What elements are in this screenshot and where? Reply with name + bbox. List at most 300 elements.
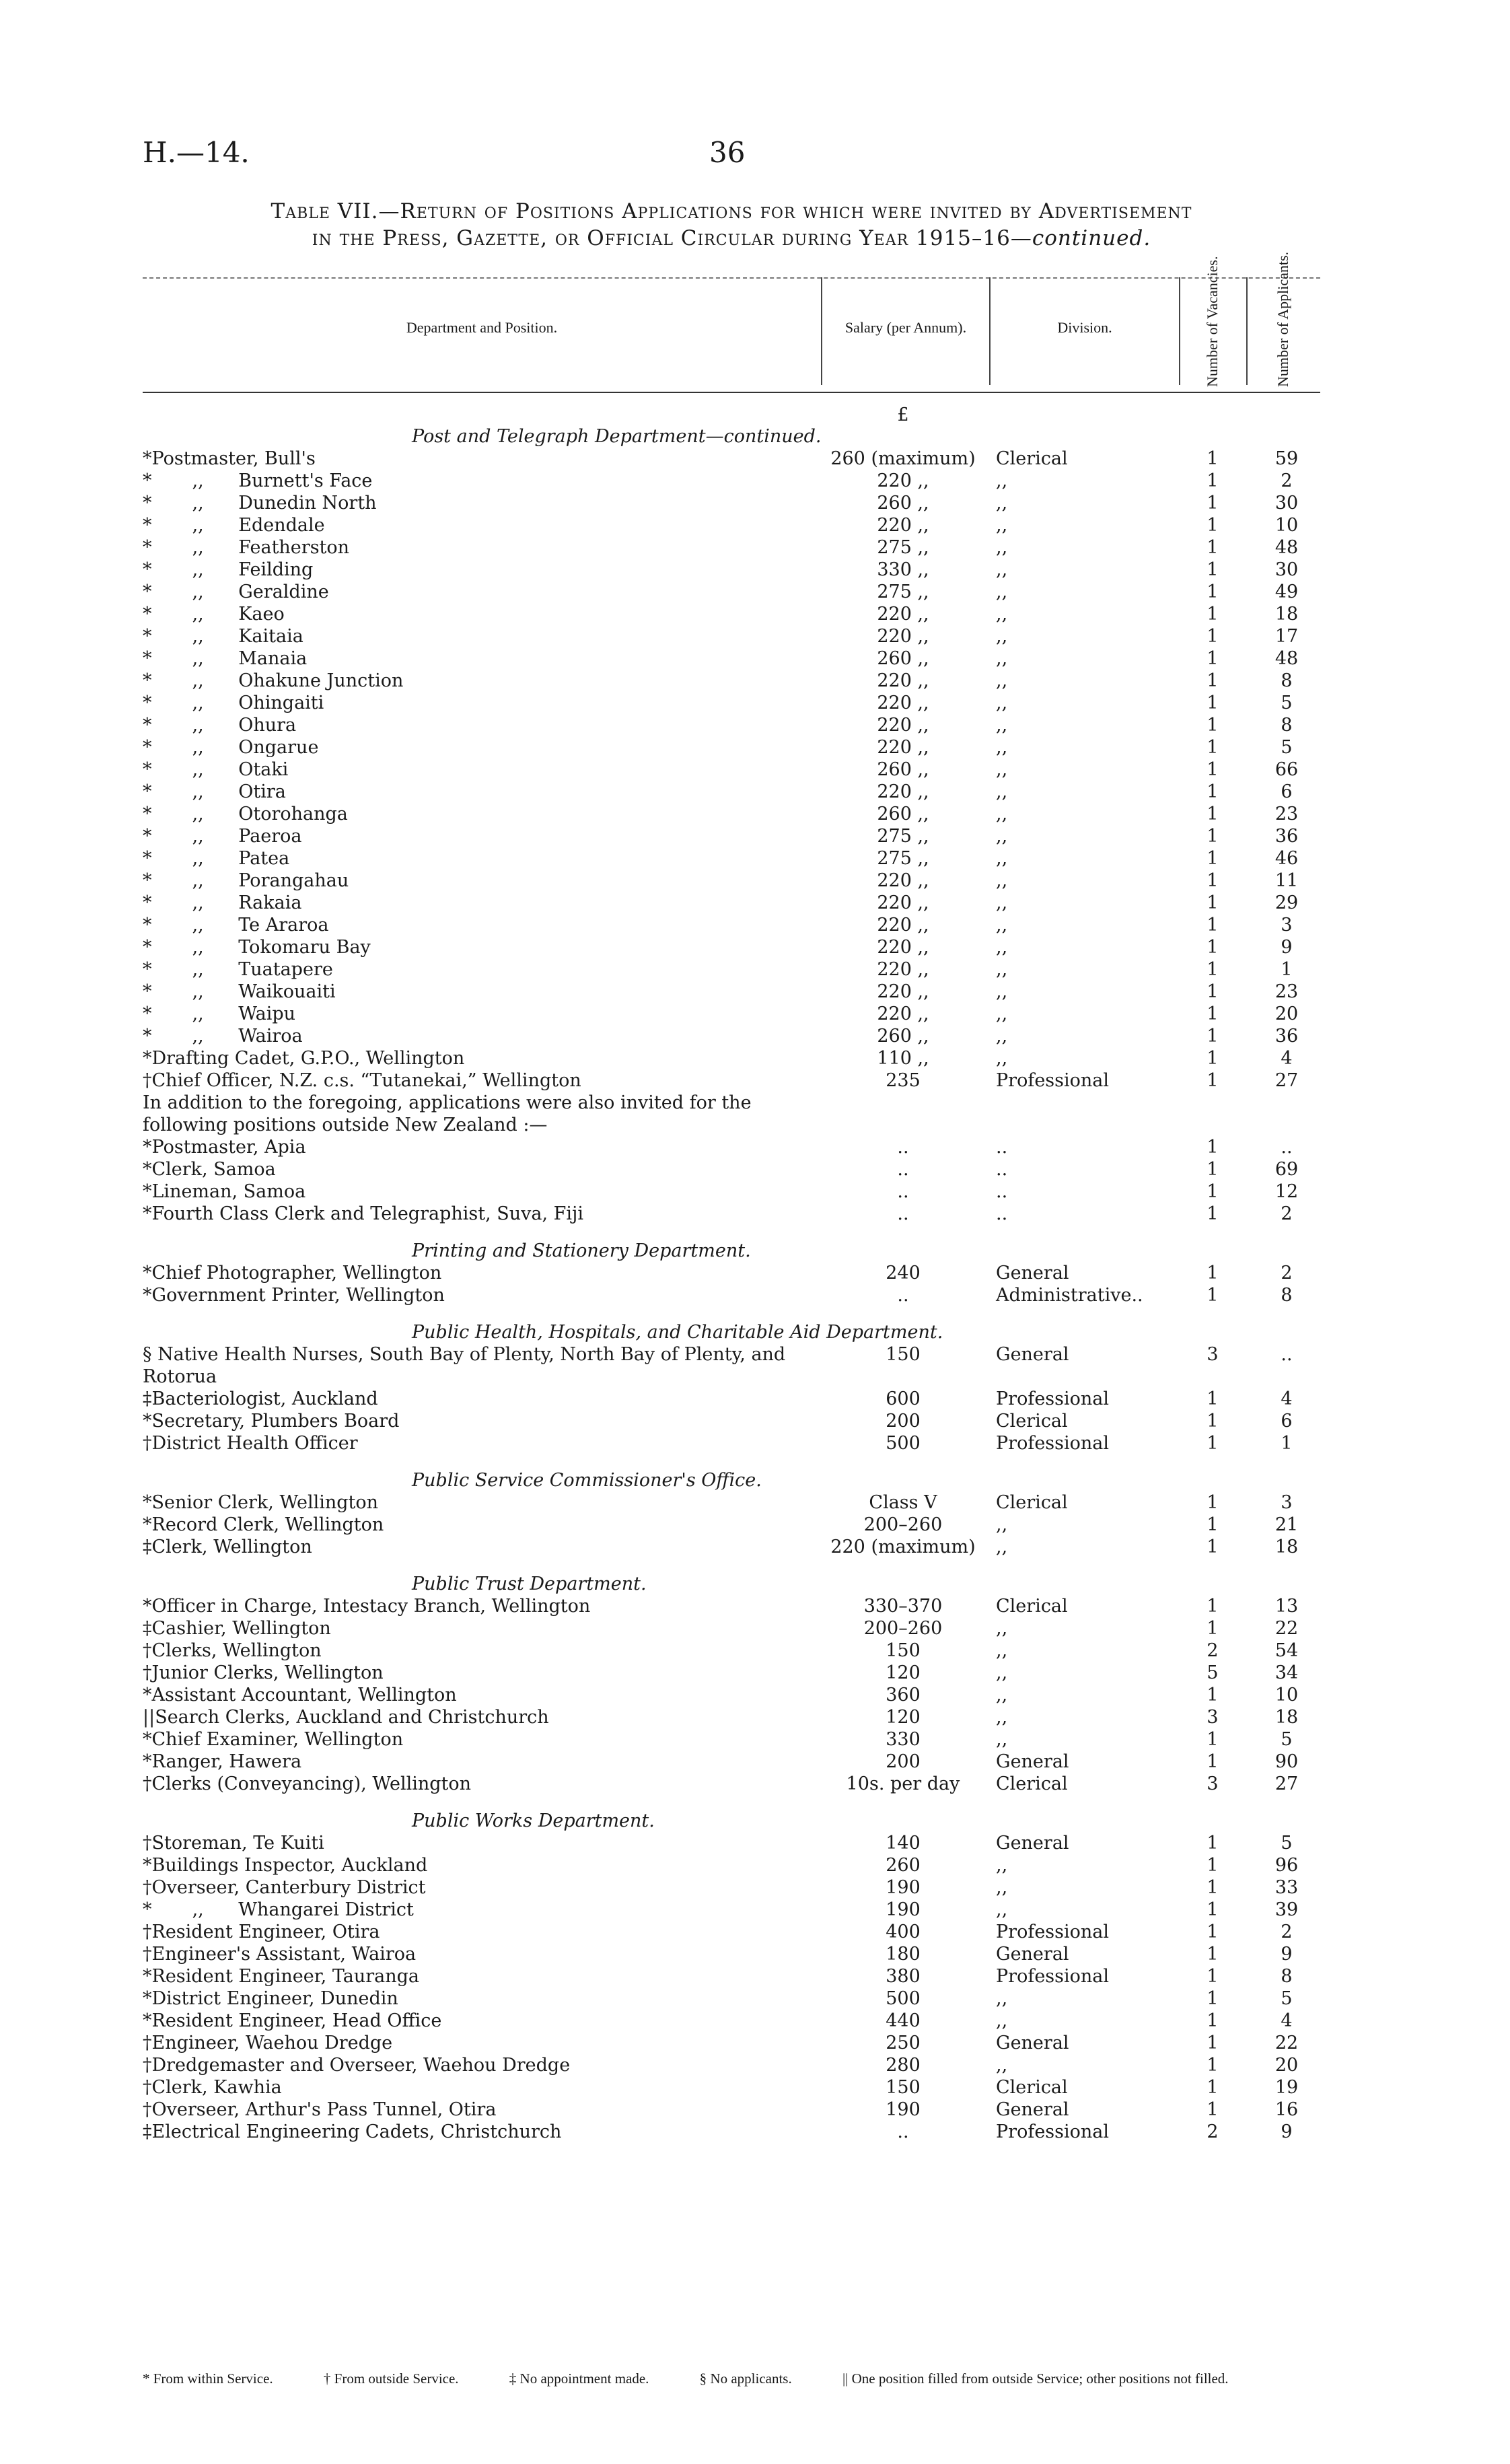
- table-row: [143, 625, 1320, 647]
- vacancies-cell: 1: [1207, 1855, 1219, 1876]
- vacancies-cell: 1: [1207, 1263, 1219, 1283]
- table-row: [143, 1047, 1320, 1069]
- salary-cell: 440: [886, 2010, 921, 2031]
- position-name: * ,, Waipu: [143, 1004, 299, 1024]
- position-name: * ,, Kaeo: [143, 604, 289, 625]
- salary-cell: 260 ,,: [877, 493, 929, 514]
- salary-cell: 180: [886, 1944, 921, 1965]
- currency-row: [143, 405, 1320, 425]
- position-cell: [143, 1491, 816, 1514]
- division-cell: ,,: [996, 1899, 1008, 1920]
- table-row: [143, 1432, 1320, 1454]
- footnote-no-appointment: ‡ No appointment made.: [509, 2370, 649, 2387]
- table-row: [143, 1262, 1320, 1284]
- position-cell: [143, 1728, 816, 1751]
- table-row: [143, 2010, 1320, 2032]
- applicants-cell: 18: [1274, 604, 1299, 625]
- vacancies-cell: 1: [1207, 2010, 1219, 2031]
- division-cell: ,,: [996, 693, 1008, 713]
- vacancies-cell: 1: [1207, 1004, 1219, 1024]
- salary-cell: 220 ,,: [877, 870, 929, 891]
- division-cell: ,,: [996, 937, 1008, 958]
- position-name: * ,, Whangarei District: [143, 1899, 418, 1920]
- position-name: *Government Printer, Wellington: [143, 1285, 449, 1306]
- table-row: [143, 1284, 1320, 1306]
- applicants-cell: 36: [1274, 1026, 1299, 1047]
- salary-cell: 150: [886, 2077, 921, 2098]
- applicants-cell: 5: [1281, 1988, 1293, 2009]
- vacancies-cell: 1: [1207, 1922, 1219, 1942]
- position-name: * ,, Wairoa: [143, 1026, 307, 1047]
- position-name: ‡Bacteriologist, Auckland: [143, 1388, 382, 1409]
- table-row: [143, 2032, 1320, 2054]
- position-name: *Lineman, Samoa: [143, 1181, 310, 1202]
- position-cell: [143, 781, 816, 803]
- division-cell: ,,: [996, 959, 1008, 980]
- table-row: [143, 1854, 1320, 1876]
- table-row: [143, 1069, 1320, 1092]
- table-row: [143, 470, 1320, 492]
- vacancies-cell: 1: [1207, 959, 1219, 980]
- vacancies-cell: 1: [1207, 470, 1219, 491]
- salary-cell: 220 ,,: [877, 604, 929, 625]
- vacancies-cell: 1: [1207, 1966, 1219, 1987]
- positions-table: [143, 251, 1320, 2357]
- applicants-cell: 29: [1274, 892, 1299, 913]
- table-row: [143, 1136, 1320, 1158]
- position-cell: [143, 670, 816, 692]
- applicants-cell: 4: [1281, 2010, 1293, 2031]
- position-cell: [143, 514, 816, 536]
- applicants-cell: 20: [1274, 1004, 1299, 1024]
- position-name: * ,, Paeroa: [143, 826, 306, 847]
- division-cell: ,,: [996, 559, 1008, 580]
- position-cell: [143, 1536, 816, 1558]
- position-name: * ,, Patea: [143, 848, 293, 869]
- division-cell: ,,: [996, 1048, 1008, 1069]
- position-name: * ,, Burnett's Face: [143, 470, 376, 491]
- applicants-cell: 20: [1274, 2055, 1299, 2076]
- applicants-cell: 6: [1281, 1411, 1293, 1432]
- position-cell: [143, 1388, 816, 1410]
- division-cell: Clerical: [996, 448, 1068, 469]
- salary-cell: 220 ,,: [877, 470, 929, 491]
- position-cell: [143, 1069, 816, 1092]
- position-cell: [143, 2076, 816, 2099]
- position-cell: [143, 1136, 816, 1158]
- position-name: †Engineer, Waehou Dredge: [143, 2033, 396, 2053]
- salary-cell: 220 ,,: [877, 959, 929, 980]
- division-cell: Professional: [996, 1966, 1110, 1987]
- table-row: [143, 1536, 1320, 1558]
- vacancies-cell: 1: [1207, 715, 1219, 736]
- position-cell: [143, 1158, 816, 1181]
- section-gap: [143, 1225, 1320, 1240]
- section-title: Public Trust Department.: [412, 1574, 647, 1594]
- position-cell: [143, 847, 816, 870]
- vacancies-cell: 3: [1207, 1773, 1219, 1794]
- vacancies-cell: 1: [1207, 1181, 1219, 1202]
- vacancies-cell: 1: [1207, 2099, 1219, 2120]
- division-cell: ,,: [996, 2010, 1008, 2031]
- vacancies-cell: 1: [1207, 2077, 1219, 2098]
- applicants-cell: 66: [1274, 759, 1299, 780]
- division-cell: ,,: [996, 1877, 1008, 1898]
- table-row: [143, 1343, 1320, 1388]
- vacancies-cell: 1: [1207, 1514, 1219, 1535]
- division-cell: ,,: [996, 804, 1008, 824]
- position-name: * ,, Otira: [143, 781, 290, 802]
- position-cell: [143, 1595, 816, 1617]
- division-cell: General: [996, 1833, 1069, 1854]
- position-name: †Dredgemaster and Overseer, Waehou Dredge: [143, 2055, 574, 2076]
- applicants-cell: ..: [1281, 1137, 1293, 1158]
- division-cell: General: [996, 2099, 1069, 2120]
- table-row: [143, 1617, 1320, 1640]
- table-row: [143, 914, 1320, 936]
- position-name: †Resident Engineer, Otira: [143, 1922, 384, 1942]
- applicants-cell: 9: [1281, 2121, 1293, 2142]
- applicants-cell: 36: [1274, 826, 1299, 847]
- division-cell: General: [996, 1751, 1069, 1772]
- salary-cell: 260 ,,: [877, 1026, 929, 1047]
- table-row: [143, 581, 1320, 603]
- salary-cell: 500: [886, 1433, 921, 1454]
- vacancies-cell: 1: [1207, 759, 1219, 780]
- col-divider-3: [1179, 277, 1180, 385]
- position-cell: [143, 936, 816, 958]
- position-name: * ,, Kaitaia: [143, 626, 308, 647]
- division-cell: ,,: [996, 670, 1008, 691]
- position-cell: [143, 559, 816, 581]
- table-row: [143, 847, 1320, 870]
- position-name: *Chief Examiner, Wellington: [143, 1729, 407, 1750]
- division-cell: General: [996, 1344, 1069, 1365]
- footnotes: [143, 2369, 1320, 2388]
- salary-cell: 260 ,,: [877, 804, 929, 824]
- salary-cell: 220 ,,: [877, 937, 929, 958]
- salary-cell: Class V: [869, 1492, 937, 1513]
- position-name: * ,, Ohingaiti: [143, 693, 328, 713]
- position-cell: [143, 759, 816, 781]
- applicants-cell: 8: [1281, 1966, 1293, 1987]
- applicants-cell: 2: [1281, 1263, 1293, 1283]
- vacancies-cell: 3: [1207, 1707, 1219, 1728]
- applicants-cell: 6: [1281, 781, 1293, 802]
- vacancies-cell: 1: [1207, 559, 1219, 580]
- division-cell: ,,: [996, 537, 1008, 558]
- vacancies-cell: 2: [1207, 1640, 1219, 1661]
- division-cell: ,,: [996, 604, 1008, 625]
- applicants-cell: 4: [1281, 1048, 1293, 1069]
- position-name: * ,, Rakaia: [143, 892, 305, 913]
- salary-cell: 500: [886, 1988, 921, 2009]
- vacancies-cell: 1: [1207, 1159, 1219, 1180]
- position-name: †Clerks (Conveyancing), Wellington: [143, 1773, 475, 1794]
- salary-cell: 190: [886, 1877, 921, 1898]
- position-cell: [143, 803, 816, 825]
- vacancies-cell: 1: [1207, 1537, 1219, 1557]
- vacancies-cell: 1: [1207, 1899, 1219, 1920]
- position-cell: [143, 1987, 816, 2010]
- applicants-cell: 23: [1274, 804, 1299, 824]
- table-row: [143, 1684, 1320, 1706]
- position-cell: [143, 603, 816, 625]
- position-name: * ,, Featherston: [143, 537, 353, 558]
- table-row: [143, 1987, 1320, 2010]
- salary-cell: 220 ,,: [877, 670, 929, 691]
- division-cell: Professional: [996, 1388, 1110, 1409]
- salary-cell: 220 ,,: [877, 915, 929, 936]
- salary-cell: 275 ,,: [877, 537, 929, 558]
- position-name: *Postmaster, Bull's: [143, 448, 320, 469]
- division-cell: ..: [996, 1159, 1008, 1180]
- position-name: †Overseer, Arthur's Pass Tunnel, Otira: [143, 2099, 500, 2120]
- salary-cell: 200–260: [863, 1514, 943, 1535]
- position-cell: [143, 1773, 816, 1795]
- division-cell: Professional: [996, 1433, 1110, 1454]
- applicants-cell: 13: [1274, 1596, 1299, 1617]
- position-cell: [143, 1432, 816, 1454]
- section-title: Public Works Department.: [412, 1810, 655, 1831]
- table-row: [143, 1025, 1320, 1047]
- applicants-cell: 4: [1281, 1388, 1293, 1409]
- table-row: [143, 603, 1320, 625]
- applicants-cell: 5: [1281, 737, 1293, 758]
- vacancies-cell: 1: [1207, 1411, 1219, 1432]
- salary-cell: 120: [886, 1707, 921, 1728]
- position-cell: [143, 1899, 816, 1921]
- salary-cell: 190: [886, 2099, 921, 2120]
- section-gap: [143, 1558, 1320, 1573]
- applicants-cell: 59: [1274, 448, 1299, 469]
- salary-cell: 380: [886, 1966, 921, 1987]
- vacancies-cell: 1: [1207, 737, 1219, 758]
- position-name: * ,, Tokomaru Bay: [143, 937, 375, 958]
- table-row: [143, 936, 1320, 958]
- applicants-cell: 8: [1281, 670, 1293, 691]
- salary-cell: 120: [886, 1662, 921, 1683]
- position-name: †Clerks, Wellington: [143, 1640, 326, 1661]
- division-cell: Clerical: [996, 2077, 1068, 2098]
- position-name: * ,, Geraldine: [143, 582, 333, 602]
- salary-cell: ..: [897, 1181, 909, 1202]
- salary-cell: 235: [886, 1070, 921, 1091]
- position-name: †Engineer's Assistant, Wairoa: [143, 1944, 420, 1965]
- applicants-cell: 46: [1274, 848, 1299, 869]
- table-row: [143, 1706, 1320, 1728]
- section-gap: [143, 1795, 1320, 1810]
- division-cell: ,,: [996, 848, 1008, 869]
- salary-cell: ..: [897, 1159, 909, 1180]
- vacancies-cell: 1: [1207, 1048, 1219, 1069]
- vacancies-cell: 1: [1207, 1944, 1219, 1965]
- position-name: *Secretary, Plumbers Board: [143, 1411, 403, 1432]
- applicants-cell: 30: [1274, 559, 1299, 580]
- vacancies-cell: 1: [1207, 870, 1219, 891]
- table-row: [143, 2121, 1320, 2143]
- position-name: †District Health Officer: [143, 1433, 362, 1454]
- vacancies-cell: 1: [1207, 648, 1219, 669]
- salary-cell: 110 ,,: [877, 1048, 929, 1069]
- applicants-cell: 9: [1281, 937, 1293, 958]
- col-header-applicants: Number of Applicants.: [1274, 251, 1291, 387]
- division-cell: ,,: [996, 915, 1008, 936]
- division-cell: Clerical: [996, 1596, 1068, 1617]
- position-cell: [143, 1876, 816, 1899]
- section-note: In addition to the foregoing, applications were also invited for the following positions outside New Zealand :—: [143, 1092, 752, 1135]
- table-row: [143, 536, 1320, 559]
- applicants-cell: 30: [1274, 493, 1299, 514]
- salary-cell: 260: [886, 1855, 921, 1876]
- position-name: *Senior Clerk, Wellington: [143, 1492, 382, 1513]
- table-row: [143, 1728, 1320, 1751]
- position-cell: [143, 1262, 816, 1284]
- section-title: Public Service Commissioner's Office.: [412, 1470, 762, 1491]
- salary-cell: 360: [886, 1685, 921, 1705]
- division-cell: ,,: [996, 493, 1008, 514]
- position-name: * ,, Edendale: [143, 515, 329, 536]
- applicants-cell: 48: [1274, 537, 1299, 558]
- table-row: [143, 1203, 1320, 1225]
- position-name: * ,, Dunedin North: [143, 493, 381, 514]
- table-row: [143, 1595, 1320, 1617]
- position-cell: [143, 692, 816, 714]
- salary-cell: 10s. per day: [846, 1773, 960, 1794]
- salary-cell: 220 ,,: [877, 981, 929, 1002]
- position-name: *Drafting Cadet, G.P.O., Wellington: [143, 1048, 468, 1069]
- applicants-cell: 34: [1274, 1662, 1299, 1683]
- applicants-cell: 22: [1274, 2033, 1299, 2053]
- division-cell: ,,: [996, 826, 1008, 847]
- applicants-cell: 17: [1274, 626, 1299, 647]
- position-cell: [143, 1943, 816, 1965]
- salary-cell: 200: [886, 1411, 921, 1432]
- vacancies-cell: 1: [1207, 670, 1219, 691]
- table-label: Table VII.: [271, 199, 379, 223]
- division-cell: ,,: [996, 1988, 1008, 2009]
- division-cell: ..: [996, 1203, 1008, 1224]
- position-name: †Clerk, Kawhia: [143, 2077, 286, 2098]
- salary-cell: 220 ,,: [877, 626, 929, 647]
- division-cell: Professional: [996, 1070, 1110, 1091]
- vacancies-cell: 1: [1207, 1618, 1219, 1639]
- salary-cell: 260 ,,: [877, 648, 929, 669]
- position-cell: [143, 892, 816, 914]
- position-name: *Buildings Inspector, Auckland: [143, 1855, 431, 1876]
- table-row: [143, 825, 1320, 847]
- position-cell: [143, 870, 816, 892]
- applicants-cell: 3: [1281, 915, 1293, 936]
- col-header-position: Department and Position.: [406, 319, 558, 336]
- vacancies-cell: 1: [1207, 915, 1219, 936]
- position-name: * ,, Waikouaiti: [143, 981, 340, 1002]
- footnote-one-position: || One position filled from outside Service; other positions not filled.: [842, 2370, 1229, 2387]
- table-row: [143, 2076, 1320, 2099]
- salary-cell: 150: [886, 1640, 921, 1661]
- table-row: [143, 958, 1320, 981]
- table-row: [143, 714, 1320, 736]
- position-name: *Chief Photographer, Wellington: [143, 1263, 445, 1283]
- table-row: [143, 736, 1320, 759]
- vacancies-cell: 1: [1207, 1877, 1219, 1898]
- division-cell: ,,: [996, 870, 1008, 891]
- position-cell: [143, 448, 816, 470]
- vacancies-cell: 1: [1207, 1685, 1219, 1705]
- vacancies-cell: 1: [1207, 1285, 1219, 1306]
- position-cell: [143, 1751, 816, 1773]
- position-cell: [143, 981, 816, 1003]
- position-name: * ,, Otorohanga: [143, 804, 352, 824]
- division-cell: Professional: [996, 1922, 1110, 1942]
- applicants-cell: 1: [1281, 959, 1293, 980]
- vacancies-cell: 3: [1207, 1344, 1219, 1365]
- applicants-cell: 5: [1281, 1729, 1293, 1750]
- position-name: ‡Electrical Engineering Cadets, Christchurch: [143, 2121, 565, 2142]
- division-cell: ,,: [996, 1855, 1008, 1876]
- position-name: * ,, Feilding: [143, 559, 317, 580]
- applicants-cell: 27: [1274, 1773, 1299, 1794]
- table-row: [143, 1832, 1320, 1854]
- position-cell: [143, 492, 816, 514]
- division-cell: ,,: [996, 1618, 1008, 1639]
- applicants-cell: 49: [1274, 582, 1299, 602]
- table-row: [143, 759, 1320, 781]
- position-name: *Ranger, Hawera: [143, 1751, 305, 1772]
- salary-cell: 220 ,,: [877, 892, 929, 913]
- table-row: [143, 1181, 1320, 1203]
- position-cell: [143, 1003, 816, 1025]
- vacancies-cell: 1: [1207, 1388, 1219, 1409]
- division-cell: Professional: [996, 2121, 1110, 2142]
- position-name: *District Engineer, Dunedin: [143, 1988, 402, 2009]
- position-cell: [143, 2032, 816, 2054]
- applicants-cell: 16: [1274, 2099, 1299, 2120]
- salary-cell: 140: [886, 1833, 921, 1854]
- vacancies-cell: 1: [1207, 1596, 1219, 1617]
- vacancies-cell: 1: [1207, 981, 1219, 1002]
- table-row: [143, 1003, 1320, 1025]
- position-name: * ,, Porangahau: [143, 870, 353, 891]
- vacancies-cell: 1: [1207, 604, 1219, 625]
- table-row: [143, 1410, 1320, 1432]
- vacancies-cell: 1: [1207, 493, 1219, 514]
- applicants-cell: 90: [1274, 1751, 1299, 1772]
- col-divider-4: [1246, 277, 1248, 385]
- division-cell: ..: [996, 1181, 1008, 1202]
- position-name: †Storeman, Te Kuiti: [143, 1833, 328, 1854]
- salary-cell: 250: [886, 2033, 921, 2053]
- salary-cell: 150: [886, 1344, 921, 1365]
- position-name: § Native Health Nurses, South Bay of Plenty, North Bay of Plenty, and Rotorua: [143, 1344, 786, 1387]
- page-number: 36: [709, 136, 746, 169]
- position-cell: [143, 1047, 816, 1069]
- applicants-cell: 12: [1274, 1181, 1299, 1202]
- position-cell: [143, 625, 816, 647]
- vacancies-cell: 1: [1207, 582, 1219, 602]
- salary-cell: 200–260: [863, 1618, 943, 1639]
- position-cell: [143, 736, 816, 759]
- salary-cell: 330–370: [863, 1596, 943, 1617]
- vacancies-cell: 1: [1207, 626, 1219, 647]
- position-cell: [143, 1965, 816, 1987]
- division-cell: ,,: [996, 781, 1008, 802]
- salary-cell: 275 ,,: [877, 826, 929, 847]
- table-row: [143, 1943, 1320, 1965]
- salary-cell: 220 ,,: [877, 737, 929, 758]
- position-name: †Overseer, Canterbury District: [143, 1877, 430, 1898]
- vacancies-cell: 1: [1207, 1833, 1219, 1854]
